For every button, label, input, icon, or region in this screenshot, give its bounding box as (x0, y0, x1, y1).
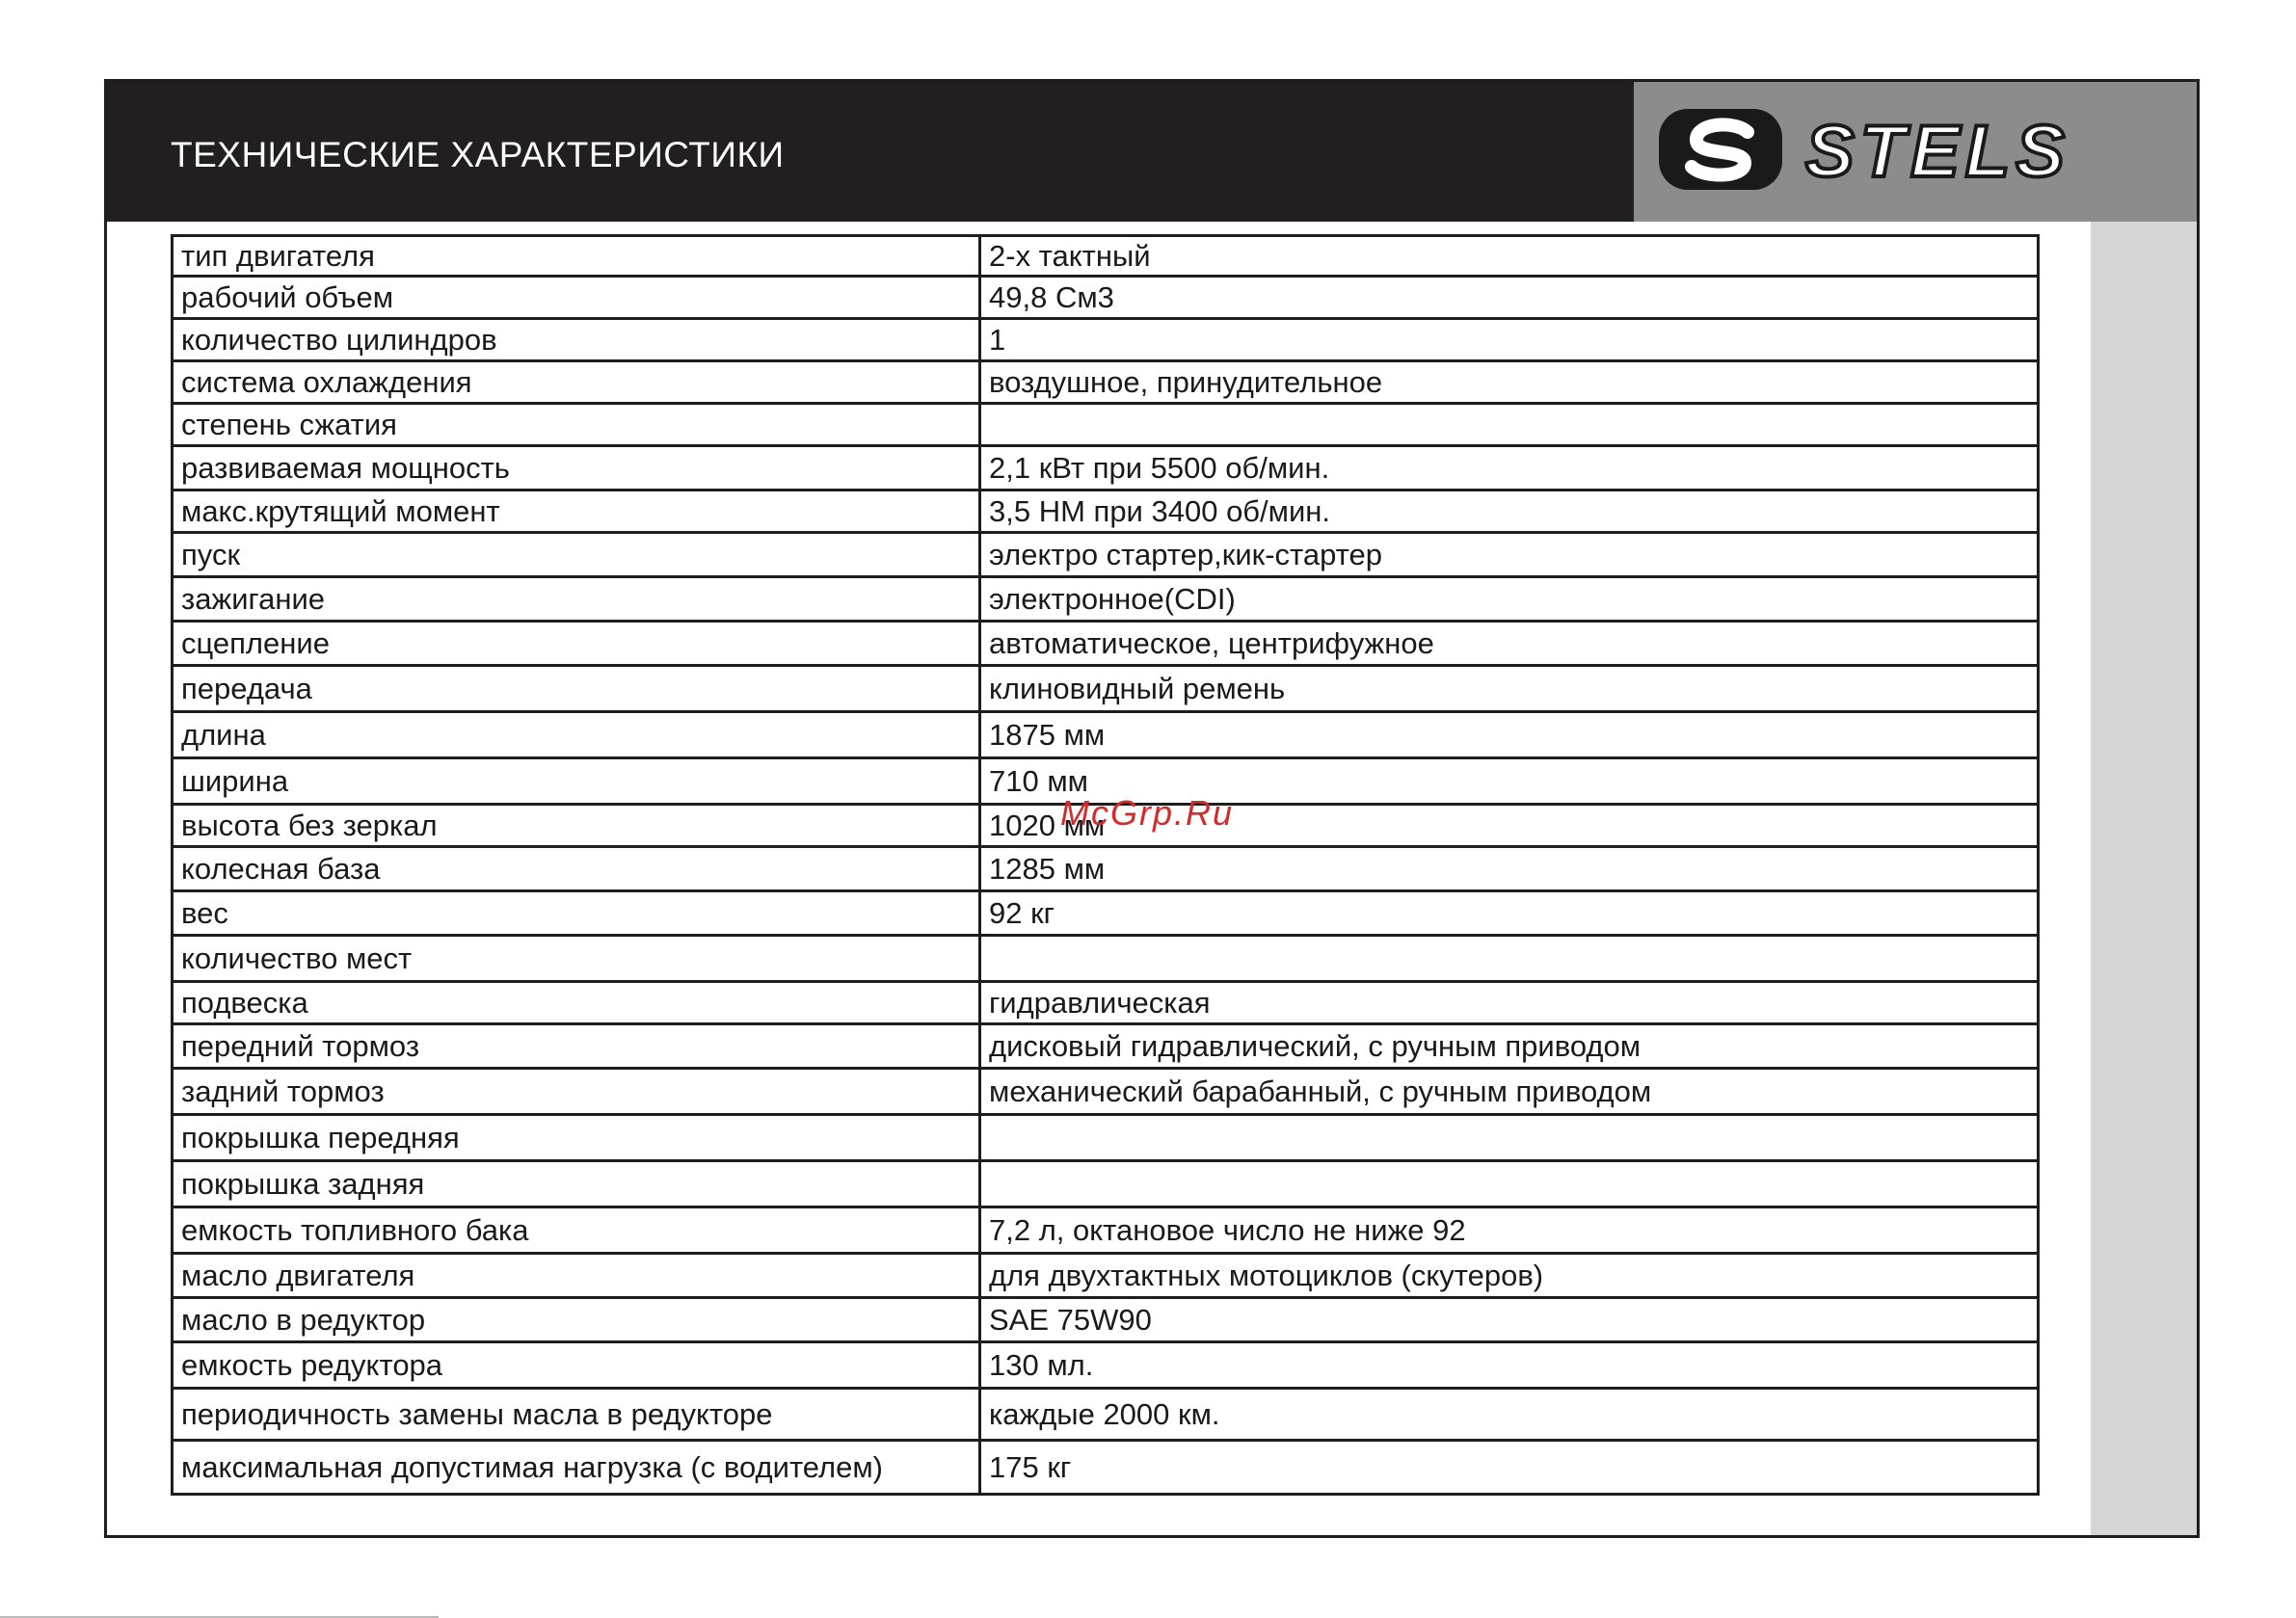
spec-label: максимальная допустимая нагрузка (с водителем) (173, 1441, 980, 1495)
table-row (173, 666, 2039, 712)
spec-value: воздушное, принудительное (980, 361, 2039, 404)
spec-label: подвеска (173, 982, 980, 1024)
spec-label: рабочий объем (173, 277, 980, 319)
spec-value: 710 мм (980, 758, 2039, 805)
table-row (173, 236, 2039, 277)
table-row (173, 446, 2039, 491)
spec-label: количество цилиндров (173, 319, 980, 361)
table-row (173, 277, 2039, 319)
table-row (173, 622, 2039, 666)
spec-label: покрышка передняя (173, 1115, 980, 1161)
spec-label: степень сжатия (173, 404, 980, 446)
spec-value: 7,2 л, октановое число не ниже 92 (980, 1207, 2039, 1254)
table-row (173, 982, 2039, 1024)
spec-value: для двухтактных мотоциклов (скутеров) (980, 1254, 2039, 1298)
logo-wordmark: STELS (1805, 111, 2070, 193)
table-row (173, 1441, 2039, 1495)
spec-value: 2-х тактный (980, 236, 2039, 277)
header-bar (107, 82, 2197, 222)
spec-value (980, 404, 2039, 446)
page-title: ТЕХНИЧЕСКИЕ ХАРАКТЕРИСТИКИ (171, 135, 785, 174)
table-row (173, 1069, 2039, 1115)
spec-value: автоматическое, центрифужное (980, 622, 2039, 666)
table-row (173, 1024, 2039, 1069)
table-row (173, 1207, 2039, 1254)
spec-value: 1285 мм (980, 847, 2039, 891)
spec-label: тип двигателя (173, 236, 980, 277)
side-strip (2091, 222, 2197, 1535)
table-row (173, 1115, 2039, 1161)
table-row (173, 891, 2039, 936)
spec-label: ширина (173, 758, 980, 805)
spec-value: электронное(CDI) (980, 577, 2039, 622)
spec-value: клиновидный ремень (980, 666, 2039, 712)
table-row (173, 1161, 2039, 1207)
watermark: McGrp.Ru (1060, 793, 1235, 833)
spec-label: передача (173, 666, 980, 712)
table-row (173, 491, 2039, 533)
spec-label: масло в редуктор (173, 1298, 980, 1342)
spec-value: 3,5 НМ при 3400 об/мин. (980, 491, 2039, 533)
spec-value: гидравлическая (980, 982, 2039, 1024)
table-row (173, 1342, 2039, 1389)
spec-label: вес (173, 891, 980, 936)
spec-value: 130 мл. (980, 1342, 2039, 1389)
spec-value (980, 1161, 2039, 1207)
spec-label: система охлаждения (173, 361, 980, 404)
spec-label: длина (173, 712, 980, 758)
stels-logo-icon (1653, 103, 2177, 199)
table-row (173, 1298, 2039, 1342)
spec-value: каждые 2000 км. (980, 1389, 2039, 1441)
spec-value: 2,1 кВт при 5500 об/мин. (980, 446, 2039, 491)
brand-logo-panel (1634, 82, 2197, 222)
spec-value (980, 936, 2039, 982)
spec-label: емкость топливного бака (173, 1207, 980, 1254)
spec-value: дисковый гидравлический, с ручным приводом (980, 1024, 2039, 1069)
table-row (173, 577, 2039, 622)
spec-label: высота без зеркал (173, 805, 980, 847)
spec-label: задний тормоз (173, 1069, 980, 1115)
table-row (173, 1389, 2039, 1441)
spec-table (171, 234, 2040, 1496)
spec-label: развиваемая мощность (173, 446, 980, 491)
table-row (173, 1254, 2039, 1298)
spec-value: 1 (980, 319, 2039, 361)
spec-label: зажигание (173, 577, 980, 622)
spec-label: покрышка задняя (173, 1161, 980, 1207)
spec-label: периодичность замены масла в редукторе (173, 1389, 980, 1441)
spec-value: 49,8 См3 (980, 277, 2039, 319)
table-row (173, 712, 2039, 758)
table-row (173, 404, 2039, 446)
spec-value (980, 1115, 2039, 1161)
spec-label: передний тормоз (173, 1024, 980, 1069)
spec-label: емкость редуктора (173, 1342, 980, 1389)
spec-value: 1020 мм (980, 805, 2039, 847)
spec-label: сцепление (173, 622, 980, 666)
spec-label: макс.крутящий момент (173, 491, 980, 533)
spec-label: колесная база (173, 847, 980, 891)
spec-label: масло двигателя (173, 1254, 980, 1298)
spec-value: SAE 75W90 (980, 1298, 2039, 1342)
spec-value: электро стартер,кик-стартер (980, 533, 2039, 577)
spec-label: пуск (173, 533, 980, 577)
spec-value: 1875 мм (980, 712, 2039, 758)
table-row (173, 319, 2039, 361)
table-row (173, 847, 2039, 891)
spec-value: 175 кг (980, 1441, 2039, 1495)
table-row (173, 533, 2039, 577)
spec-label: количество мест (173, 936, 980, 982)
table-row (173, 936, 2039, 982)
spec-value: механический барабанный, с ручным приводом (980, 1069, 2039, 1115)
spec-value: 92 кг (980, 891, 2039, 936)
table-row (173, 361, 2039, 404)
